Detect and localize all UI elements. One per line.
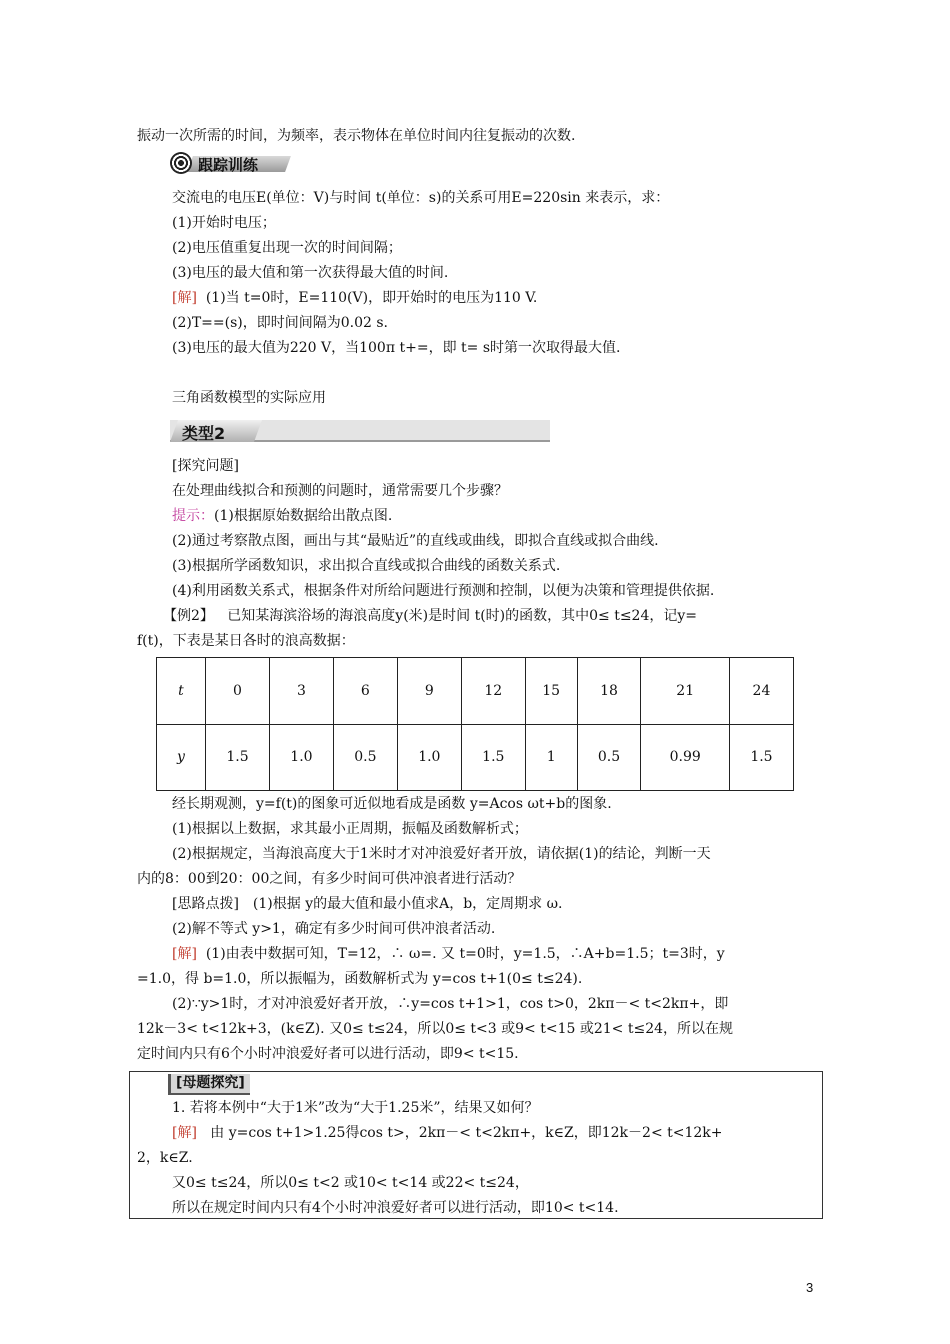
example-after-2: (1)根据以上数据，求其最小正周期，振幅及函数解析式；: [172, 821, 528, 837]
example-solution-3: (2)∵y>1时，才对冲浪爱好者开放，∴y=cos t+1>1，cos t>0，2kπ－< t<2kπ+，即: [172, 996, 729, 1012]
table-cell: 21: [641, 658, 729, 725]
type-banner-label: 类型2: [182, 424, 226, 443]
mother-solution-1: [解] 由 y=cos t+1>1.25得cos t>，2kπ－< t<2kπ+，k∈Z，即12k－2< t<12k+: [172, 1125, 723, 1141]
example-after-1: 经长期观测，y=f(t)的图象可近似地看成是函数 y=Acos ωt+b的图象.: [172, 796, 612, 812]
table-row: [157, 724, 794, 791]
example-solution-1: [解] (1)由表中数据可知，T=12，∴ ω=. 又 t=0时，y=1.5，∴A+b=1.5；t=3时，y: [172, 946, 725, 962]
table-cell: 9: [397, 658, 461, 725]
table-cell: 1.5: [729, 724, 793, 791]
example-solution-2: =1.0，得 b=1.0，所以振幅为，函数解析式为 y=cos t+1(0≤ t≤24).: [137, 971, 583, 987]
table-cell: 0: [206, 658, 270, 725]
example-line-1: 【例2】 已知某海滨浴场的海浪高度y(米)是时间 t(时)的函数，其中0≤ t≤24，记y=: [163, 608, 698, 624]
follow-up-part-3: (3)电压的最大值和第一次获得最大值的时间.: [172, 265, 449, 281]
example-think-2: (2)解不等式 y>1，确定有多少时间可供冲浪者活动.: [172, 921, 496, 937]
table-cell: 1.5: [206, 724, 270, 791]
example-after-3: (2)根据规定，当海浪高度大于1米时才对冲浪爱好者开放，请依据(1)的结论，判断一天: [172, 846, 711, 862]
explore-hint-3: (3)根据所学函数知识，求出拟合直线或拟合曲线的函数关系式.: [172, 558, 561, 574]
explore-question: 在处理曲线拟合和预测的问题时，通常需要几个步骤？: [172, 483, 508, 499]
follow-up-part-1: (1)开始时电压；: [172, 215, 276, 231]
table-cell: y: [157, 724, 206, 791]
table-cell: 0.5: [577, 724, 641, 791]
table-cell: 12: [461, 658, 525, 725]
example-solution-4: 12k－3< t<12k+3，(k∈Z). 又0≤ t≤24，所以0≤ t<3 或9< t<15 或21< t≤24，所以在规: [137, 1021, 734, 1037]
follow-up-question: 交流电的电压E(单位：V)与时间 t(单位：s)的关系可用E=220sin 来表示，求：: [172, 190, 670, 206]
target-icon: [170, 152, 192, 174]
follow-up-banner: [170, 152, 288, 174]
table-cell: t: [157, 658, 206, 725]
solution-tag: [解]: [172, 290, 197, 306]
example-line-2: f(t)，下表是某日各时的浪高数据：: [137, 633, 355, 649]
follow-up-banner-label: 跟踪训练: [198, 156, 259, 174]
type-banner: [170, 420, 550, 444]
section-title: 三角函数模型的实际应用: [172, 390, 326, 406]
wave-height-table: [156, 657, 794, 791]
explore-heading: [探究问题]: [172, 458, 239, 474]
example-tag: 【例2】: [163, 608, 214, 624]
mother-solution-2: 2，k∈Z.: [137, 1150, 193, 1166]
solution-tag: [解]: [172, 946, 197, 962]
follow-up-solution-1: [解] (1)当 t=0时，E=110(V)，即开始时的电压为110 V.: [172, 290, 538, 306]
table-cell: 3: [269, 658, 333, 725]
intro-tail-text: 振动一次所需的时间，为频率，表示物体在单位时间内往复振动的次数.: [137, 128, 576, 144]
explore-hint-2: (2)通过考察散点图，画出与其“最贴近”的直线或曲线，即拟合直线或拟合曲线.: [172, 533, 659, 549]
table-row: [157, 658, 794, 725]
example-think-1: [思路点拨] (1)根据 y的最大值和最小值求A，b，定周期求 ω.: [172, 896, 563, 912]
table-cell: 6: [333, 658, 397, 725]
hint-label: 提示：: [172, 508, 214, 524]
example-solution-5: 定时间内只有6个小时冲浪爱好者可以进行活动，即9< t<15.: [137, 1046, 519, 1062]
mother-question: 1. 若将本例中“大于1米”改为“大于1.25米”，结果又如何？: [172, 1100, 539, 1116]
table-cell: 18: [577, 658, 641, 725]
explore-hint-4: (4)利用函数关系式，根据条件对所给问题进行预测和控制，以便为决策和管理提供依据.: [172, 583, 715, 599]
table-cell: 1.5: [461, 724, 525, 791]
mother-solution-4: 所以在规定时间内只有4个小时冲浪爱好者可以进行活动，即10< t<14.: [172, 1200, 619, 1216]
table-cell: 1.0: [397, 724, 461, 791]
mother-solution-3: 又0≤ t≤24，所以0≤ t<2 或10< t<14 或22< t≤24，: [172, 1175, 529, 1191]
page-number: 3: [806, 1280, 814, 1295]
table-cell: 1: [525, 724, 577, 791]
follow-up-solution-2: (2)T==(s)，即时间间隔为0.02 s.: [172, 315, 388, 331]
explore-hint-1: 提示：(1)根据原始数据给出散点图.: [172, 508, 393, 524]
table-cell: 0.5: [333, 724, 397, 791]
follow-up-solution-3: (3)电压的最大值为220 V，当100π t+=，即 t= s时第一次取得最大值.: [172, 340, 621, 356]
example-after-4: 内的8：00到20：00之间，有多少时间可供冲浪者进行活动？: [137, 871, 522, 887]
mother-problem-title: [母题探究]: [168, 1074, 250, 1095]
solution-tag: [解]: [172, 1125, 197, 1141]
table-cell: 24: [729, 658, 793, 725]
follow-up-part-2: (2)电压值重复出现一次的时间间隔；: [172, 240, 402, 256]
table-cell: 15: [525, 658, 577, 725]
table-cell: 1.0: [269, 724, 333, 791]
table-cell: 0.99: [641, 724, 729, 791]
